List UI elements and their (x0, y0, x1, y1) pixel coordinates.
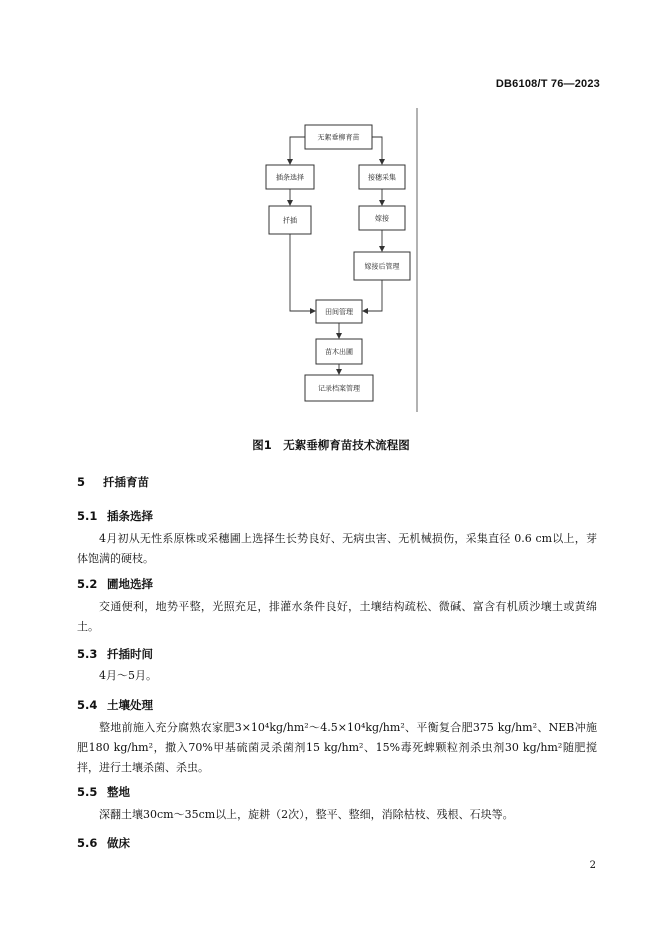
edge-cutting-to-field (290, 234, 315, 311)
node-records-label: 记录档案管理 (318, 384, 360, 393)
section-heading-5-4 (77, 697, 153, 713)
section-5-4-text: 整地前施入充分腐熟农家肥3×10⁴kg/hm²～4.5×10⁴kg/hm²、平衡复合肥375 kg/hm²、NEB冲施肥180 kg/hm²，撒入70%甲基硫菌灵杀菌剂15 kg/hm²、15%毒死蜱颗粒剂杀虫剂30 kg/hm²随肥搅拌，进行土壤杀菌、杀虫。 (77, 721, 597, 774)
page-number: 2 (589, 860, 596, 871)
section-number: 5.1 (77, 509, 98, 523)
section-heading-5-6 (77, 835, 130, 851)
node-cutting (269, 206, 311, 234)
node-cutting-label: 扦插 (283, 216, 297, 225)
section-title: 扦插育苗 (103, 475, 149, 489)
edge-root-to-cutting-select (290, 137, 305, 164)
section-title: 圃地选择 (107, 577, 153, 591)
node-field-label: 田间管理 (325, 308, 353, 316)
node-root-label: 无絮垂柳育苗 (317, 133, 360, 142)
figure-caption: 图1 无絮垂柳育苗技术流程图 (252, 438, 410, 452)
node-nursery-out-label: 苗木出圃 (325, 348, 353, 356)
node-field (316, 300, 362, 323)
section-5-1-text: 4月初从无性系原株或采穗圃上选择生长势良好、无病虫害、无机械损伤，采集直径 0.6 cm以上，芽体饱满的硬枝。 (77, 532, 597, 565)
edge-root-to-scion-collect (372, 137, 382, 164)
node-grafting-label: 嫁接 (375, 214, 389, 223)
node-post-graft (354, 252, 410, 280)
section-number: 5.4 (77, 698, 98, 712)
section-heading-5-3 (77, 646, 153, 662)
section-5-3-text: 4月～5月。 (99, 669, 157, 682)
node-records (305, 375, 373, 401)
node-nursery-out (316, 339, 362, 364)
section-title: 扦插时间 (107, 647, 153, 661)
section-title: 土壤处理 (107, 698, 153, 712)
section-number: 5.2 (77, 577, 98, 591)
document-code: DB6108/T 76—2023 (495, 78, 600, 90)
node-cutting-select-label: 插条选择 (276, 173, 304, 182)
section-title: 做床 (107, 836, 130, 850)
node-scion-collect-label: 接穗采集 (368, 173, 396, 182)
section-5-5-text: 深翻土壤30cm～35cm以上，旋耕（2次），整平、整细，消除枯枝、残根、石块等。 (99, 808, 514, 821)
section-number: 5.5 (77, 785, 98, 799)
node-root (305, 125, 372, 149)
section-heading-5-5 (77, 784, 130, 800)
section-5-2-text: 交通便利，地势平整，光照充足，排灌水条件良好，土壤结构疏松、微碱、富含有机质沙壤土或黄绵土。 (77, 600, 597, 633)
section-title: 整地 (107, 785, 130, 799)
section-heading-5-1 (77, 508, 153, 524)
section-heading-5-2 (77, 576, 153, 592)
edge-post-graft-to-field (363, 280, 382, 311)
node-cutting-select (266, 165, 314, 189)
section-number: 5.6 (77, 836, 98, 850)
section-heading-5 (77, 474, 149, 490)
node-post-graft-label: 嫁接后管理 (364, 262, 400, 271)
section-title: 插条选择 (107, 509, 153, 523)
node-grafting (359, 206, 405, 230)
node-scion-collect (359, 165, 405, 189)
section-number: 5 (77, 475, 86, 489)
flowchart (0, 0, 662, 430)
section-number: 5.3 (77, 647, 98, 661)
